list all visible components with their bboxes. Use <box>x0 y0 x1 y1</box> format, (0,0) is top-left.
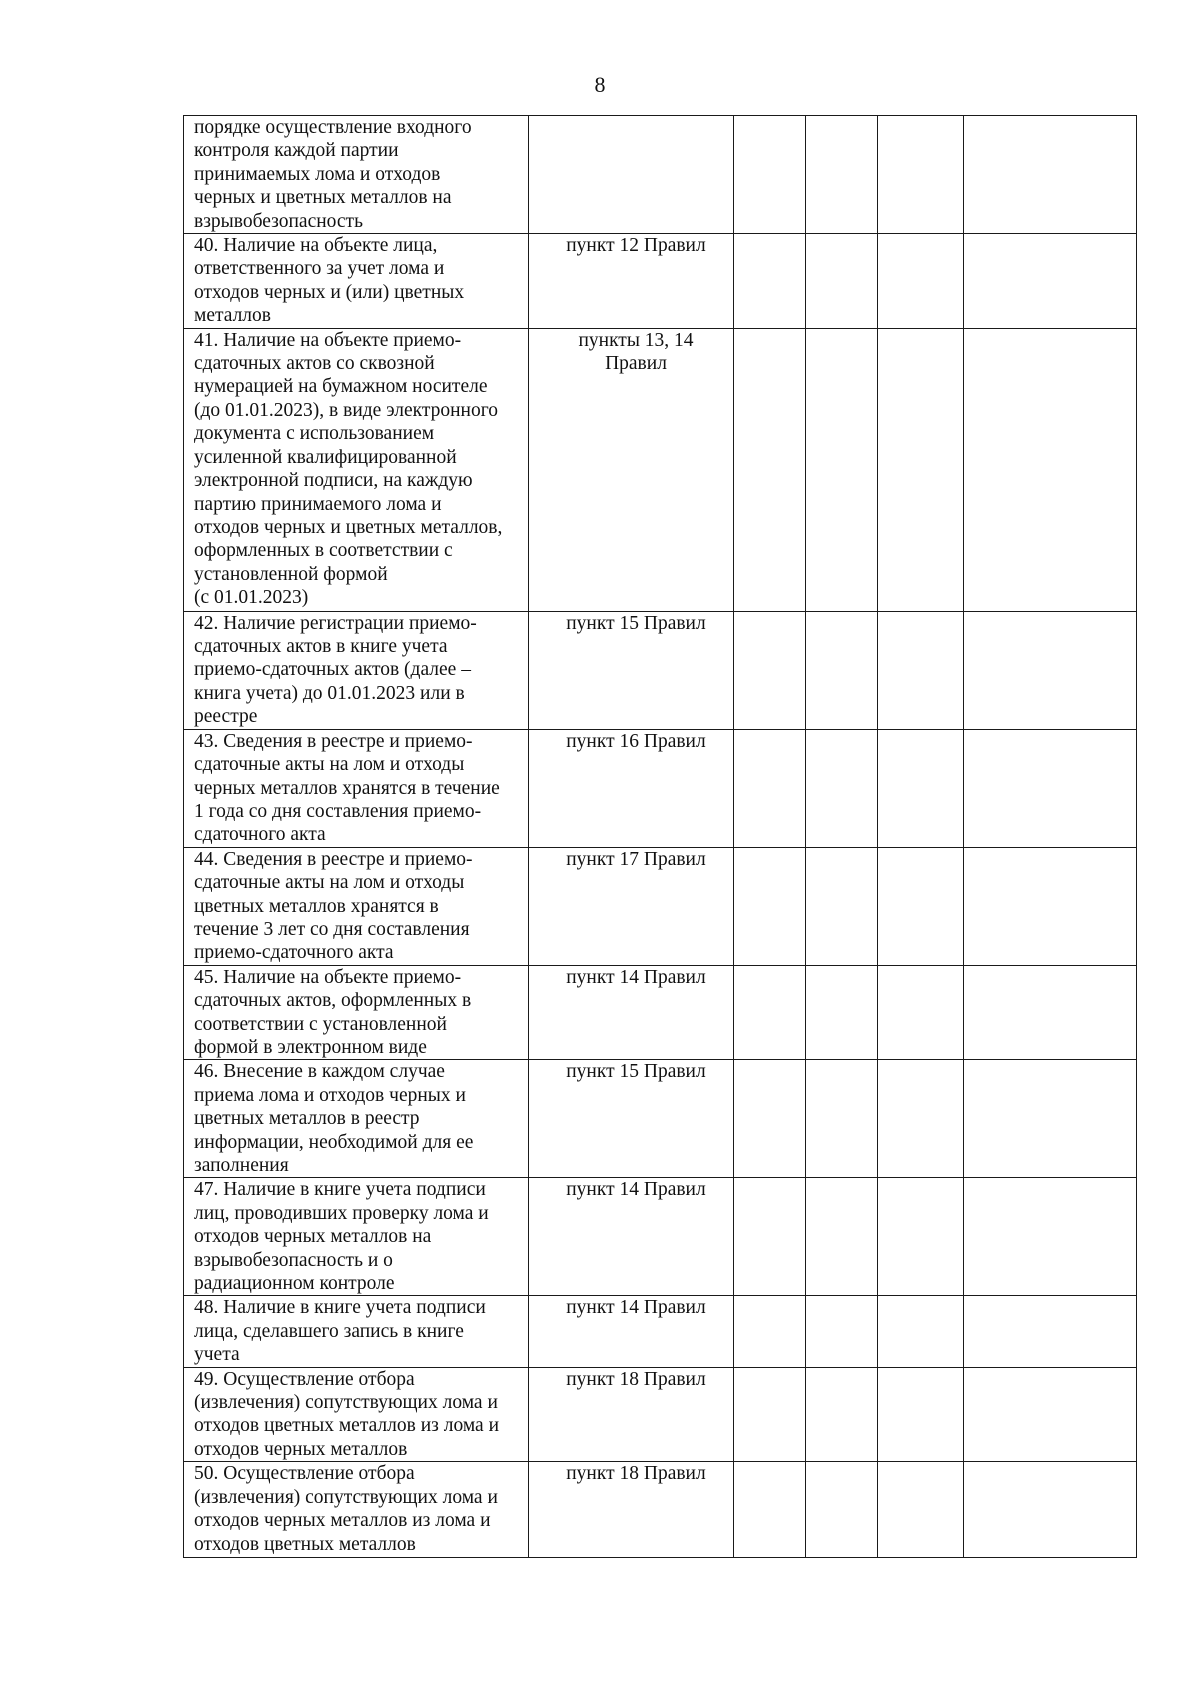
legal-reference-cell: пункт 16 Правил <box>529 729 734 847</box>
empty-cell <box>734 116 806 234</box>
table-row <box>184 1178 1137 1296</box>
empty-cell <box>964 1296 1137 1367</box>
requirement-cell: порядке осуществление входного контроля каждой партии принимаемых лома и отходов черных и цветных металлов на взрывобезопасность <box>184 116 529 234</box>
empty-cell <box>878 611 964 729</box>
empty-cell <box>878 965 964 1060</box>
empty-cell <box>964 234 1137 329</box>
requirement-cell: 41. Наличие на объекте приемо- сдаточных актов со сквозной нумерацией на бумажном носителе (до 01.01.2023), в виде электронного документа с использованием усиленной квалифицированной электронной подписи, на каждую партию принимаемого лома и отходов черных и цветных металлов, оформленных в соответствии с установленной формой (с 01.01.2023) <box>184 328 529 611</box>
empty-cell <box>964 965 1137 1060</box>
empty-cell <box>964 328 1137 611</box>
empty-cell <box>734 847 806 965</box>
empty-cell <box>878 1367 964 1462</box>
table-row <box>184 729 1137 847</box>
table-row <box>184 1462 1137 1558</box>
table-row <box>184 611 1137 729</box>
empty-cell <box>806 1178 878 1296</box>
empty-cell <box>734 1178 806 1296</box>
empty-cell <box>806 328 878 611</box>
empty-cell <box>878 847 964 965</box>
empty-cell <box>964 847 1137 965</box>
requirement-cell: 45. Наличие на объекте приемо- сдаточных актов, оформленных в соответствии с установленной формой в электронном виде <box>184 965 529 1060</box>
legal-reference-cell: пункт 14 Правил <box>529 965 734 1060</box>
requirement-cell: 47. Наличие в книге учета подписи лиц, проводивших проверку лома и отходов черных металлов на взрывобезопасность и о радиационном контроле <box>184 1178 529 1296</box>
table-row <box>184 1296 1137 1367</box>
legal-reference-cell: пункт 15 Правил <box>529 611 734 729</box>
empty-cell <box>964 729 1137 847</box>
requirement-cell: 48. Наличие в книге учета подписи лица, сделавшего запись в книге учета <box>184 1296 529 1367</box>
empty-cell <box>964 1367 1137 1462</box>
empty-cell <box>734 611 806 729</box>
requirement-cell: 40. Наличие на объекте лица, ответственного за учет лома и отходов черных и (или) цветных металлов <box>184 234 529 329</box>
empty-cell <box>734 1367 806 1462</box>
empty-cell <box>878 116 964 234</box>
legal-reference-cell: пункты 13, 14 Правил <box>529 328 734 611</box>
empty-cell <box>878 1462 964 1558</box>
empty-cell <box>878 234 964 329</box>
empty-cell <box>734 1060 806 1178</box>
table-row <box>184 116 1137 234</box>
legal-reference-cell <box>529 116 734 234</box>
empty-cell <box>734 234 806 329</box>
empty-cell <box>964 611 1137 729</box>
empty-cell <box>734 1462 806 1558</box>
empty-cell <box>734 729 806 847</box>
requirement-cell: 46. Внесение в каждом случае приема лома и отходов черных и цветных металлов в реестр информации, необходимой для ее заполнения <box>184 1060 529 1178</box>
legal-reference-cell: пункт 14 Правил <box>529 1296 734 1367</box>
table-row <box>184 1367 1137 1462</box>
empty-cell <box>878 1060 964 1178</box>
legal-reference-cell: пункт 17 Правил <box>529 847 734 965</box>
empty-cell <box>806 234 878 329</box>
requirement-cell: 42. Наличие регистрации приемо- сдаточных актов в книге учета приемо-сдаточных актов (далее – книга учета) до 01.01.2023 или в реестре <box>184 611 529 729</box>
requirement-cell: 44. Сведения в реестре и приемо- сдаточные акты на лом и отходы цветных металлов хранятся в течение 3 лет со дня составления приемо-сдаточного акта <box>184 847 529 965</box>
table-row <box>184 1060 1137 1178</box>
legal-reference-cell: пункт 12 Правил <box>529 234 734 329</box>
legal-reference-cell: пункт 18 Правил <box>529 1367 734 1462</box>
empty-cell <box>806 116 878 234</box>
empty-cell <box>878 328 964 611</box>
legal-reference-cell: пункт 18 Правил <box>529 1462 734 1558</box>
empty-cell <box>964 1178 1137 1296</box>
empty-cell <box>806 611 878 729</box>
empty-cell <box>806 1462 878 1558</box>
empty-cell <box>878 1296 964 1367</box>
empty-cell <box>734 1296 806 1367</box>
empty-cell <box>964 1060 1137 1178</box>
empty-cell <box>878 1178 964 1296</box>
empty-cell <box>806 1296 878 1367</box>
legal-reference-cell: пункт 14 Правил <box>529 1178 734 1296</box>
page-number: 8 <box>594 72 606 97</box>
empty-cell <box>878 729 964 847</box>
requirement-cell: 49. Осуществление отбора (извлечения) сопутствующих лома и отходов цветных металлов из лома и отходов черных металлов <box>184 1367 529 1462</box>
table-row <box>184 847 1137 965</box>
empty-cell <box>734 328 806 611</box>
empty-cell <box>734 965 806 1060</box>
empty-cell <box>806 847 878 965</box>
empty-cell <box>806 1060 878 1178</box>
empty-cell <box>964 1462 1137 1558</box>
table-row <box>184 965 1137 1060</box>
legal-reference-cell: пункт 15 Правил <box>529 1060 734 1178</box>
empty-cell <box>806 965 878 1060</box>
empty-cell <box>806 729 878 847</box>
checklist-table <box>183 115 1137 1558</box>
requirement-cell: 43. Сведения в реестре и приемо- сдаточные акты на лом и отходы черных металлов хранятся в течение 1 года со дня составления приемо- сдаточного акта <box>184 729 529 847</box>
table-row <box>184 328 1137 611</box>
empty-cell <box>964 116 1137 234</box>
table-row <box>184 234 1137 329</box>
requirement-cell: 50. Осуществление отбора (извлечения) сопутствующих лома и отходов черных металлов из лома и отходов цветных металлов <box>184 1462 529 1558</box>
empty-cell <box>806 1367 878 1462</box>
